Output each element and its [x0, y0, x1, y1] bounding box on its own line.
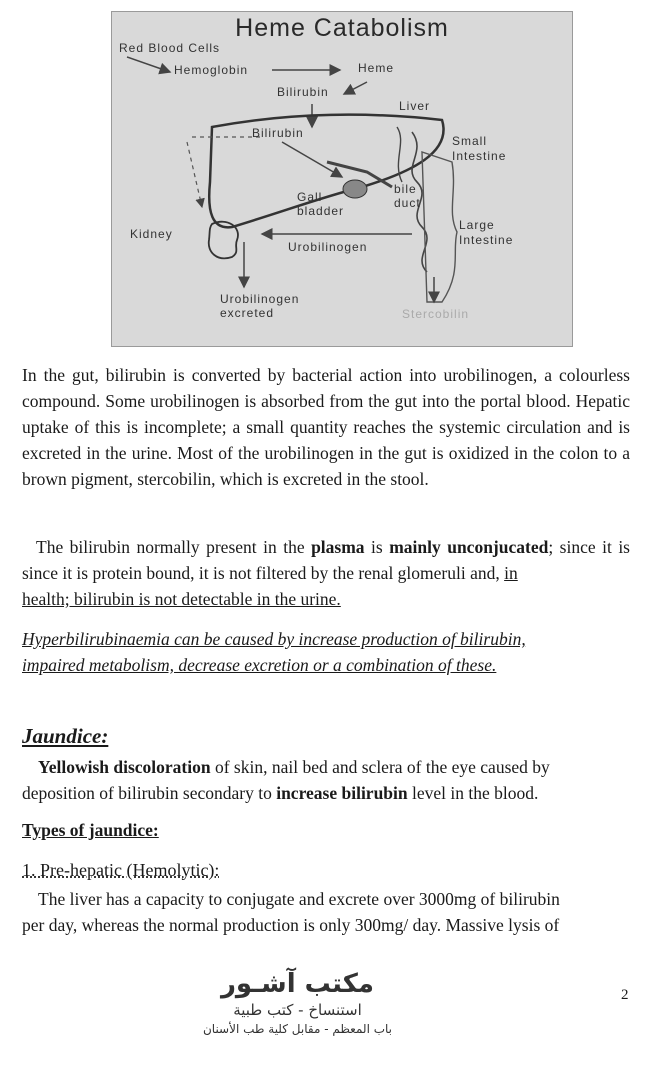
jaundice-definition-line1 [38, 754, 550, 780]
figure-title: Heme Catabolism [235, 14, 449, 42]
label-bilirubin-liver: Bilirubin [252, 126, 304, 140]
label-large: Large [459, 218, 495, 232]
stamp-line3: باب المعظم - مقابل كلية طب الأسنان [202, 1022, 393, 1036]
label-small: Small [452, 134, 488, 148]
label-hemoglobin: Hemoglobin [174, 63, 249, 77]
text: deposition of bilirubin secondary to [22, 783, 277, 803]
label-red-blood-cells: Red Blood Cells [119, 41, 221, 55]
pre-hepatic-heading: 1. Pre-hepatic (Hemolytic): [22, 860, 220, 880]
label-heme: Heme [358, 61, 395, 75]
text: The bilirubin normally present in the [36, 537, 312, 557]
hyperbilirubinaemia-line2: impaired metabolism, decrease excretion or a combination of these. [22, 655, 497, 675]
label-gall: Gall [297, 190, 323, 204]
label-urobilinogen-excreted-1: Urobilinogen [220, 292, 300, 306]
bold-plasma: plasma [311, 537, 365, 557]
label-small-intestine: Intestine [452, 149, 507, 163]
jaundice-heading: Jaundice: [22, 724, 109, 748]
bold-increase-bilirubin: increase bilirubin [276, 783, 408, 803]
bold-yellowish-discoloration: Yellowish discoloration [38, 757, 211, 777]
paragraph-bilirubin-gut: In the gut, bilirubin is converted by bacterial action into urobilinogen, a colourless compound. Some urobilinogen is absorbed from the gut into the portal blood. Hepatic uptake of this is incomplete; a small quantity reaches the systemic circulation and is excreted in the urine. Most of the urobilinogen in the gut is oxidized in the colon to a brown pigment, stercobilin, which is excreted in the stool. [22, 365, 630, 489]
publisher-stamp [190, 968, 405, 1038]
label-liver: Liver [399, 99, 431, 113]
underlined-health-statement: health; bilirubin is not detectable in the urine. [22, 589, 341, 609]
label-large-intestine: Intestine [459, 233, 514, 247]
label-bile: bile [394, 182, 417, 196]
stamp-line2: استنساخ - كتب طبية [233, 1001, 362, 1019]
label-bladder: bladder [297, 204, 345, 218]
pre-hepatic-line2: per day, whereas the normal production is only 300mg/ day. Massive lysis of [22, 915, 560, 935]
types-of-jaundice-heading: Types of jaundice: [22, 820, 159, 840]
label-urobilinogen-excreted-2: excreted [220, 306, 275, 320]
text: level in the blood. [407, 783, 539, 803]
jaundice-definition-line2 [22, 780, 538, 806]
label-duct: duct [394, 196, 421, 210]
text: is [364, 537, 390, 557]
pre-hepatic-line1: The liver has a capacity to conjugate and excrete over 3000mg of bilirubin [38, 889, 560, 909]
label-stercobilin: Stercobilin [402, 307, 470, 321]
bold-mainly-unconjugated: mainly unconjucated [389, 537, 549, 557]
label-kidney: Kidney [130, 227, 173, 241]
paragraph-plasma-line1 [22, 534, 630, 560]
text: of skin, nail bed and sclera of the eye caused by [210, 757, 550, 777]
hyperbilirubinaemia-line1: Hyperbilirubinaemia can be caused by increase production of bilirubin, [22, 629, 526, 649]
text: ; since it is [548, 537, 630, 557]
stamp-line1: مكتب آشـور [220, 969, 375, 999]
heme-catabolism-figure [111, 11, 573, 347]
label-urobilinogen: Urobilinogen [288, 240, 368, 254]
page-number: 2 [621, 987, 629, 1003]
paragraph-plasma-line2-visible: since it is protein bound, it is not filtered by the renal glomeruli and, in [22, 563, 518, 583]
label-bilirubin-top: Bilirubin [277, 85, 329, 99]
